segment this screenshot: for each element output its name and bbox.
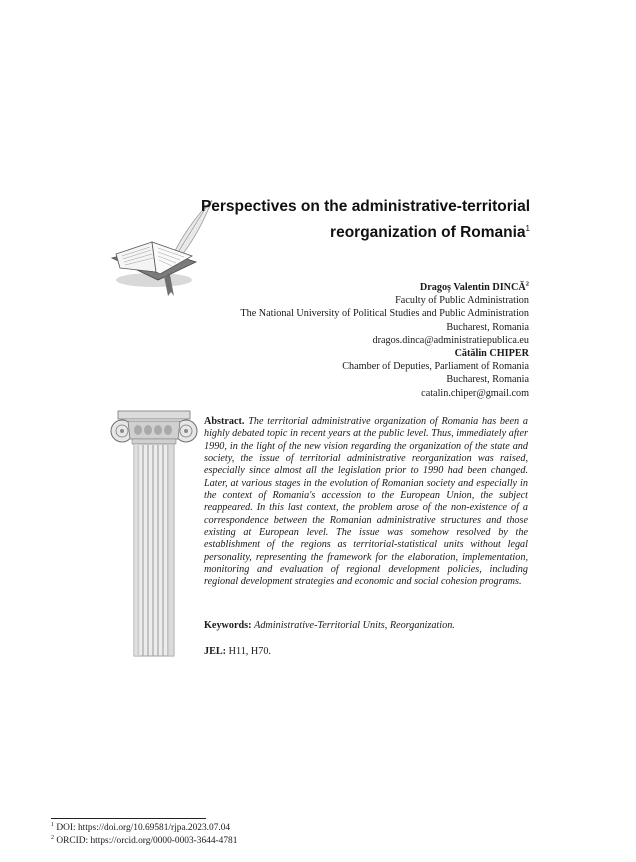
ionic-column-illustration	[108, 405, 198, 657]
abstract	[204, 416, 528, 589]
footnote-1	[51, 822, 551, 835]
footnote-2-mark: 2	[51, 834, 54, 841]
footnote-1-text[interactable]: DOI: https://doi.org/10.69581/rjpa.2023.07.04	[56, 823, 231, 833]
footnote-2	[51, 835, 551, 848]
title-line-1: Perspectives on the administrative-territorial	[200, 198, 530, 215]
author-2-location: Bucharest, Romania	[446, 374, 529, 386]
author-1-institution: The National University of Political Studies and Public Administration	[240, 308, 529, 320]
paper-title	[200, 196, 530, 244]
author-2-email[interactable]: catalin.chiper@gmail.com	[421, 387, 529, 399]
abstract-label: Abstract.	[204, 416, 245, 427]
author-1-footnote-mark: 2	[525, 280, 529, 288]
footnotes	[51, 822, 551, 848]
title-footnote-mark: 1	[525, 224, 530, 233]
footnote-separator	[51, 818, 206, 819]
author-1-name: Dragoș Valentin DINCĂ	[419, 282, 526, 293]
jel-text: H11, H70.	[228, 646, 271, 657]
jel-codes	[204, 645, 528, 658]
keywords	[204, 619, 528, 632]
keywords-label: Keywords:	[204, 620, 252, 631]
authors-block	[109, 281, 529, 400]
footnote-1-mark: 1	[51, 821, 54, 828]
author-1-location: Bucharest, Romania	[446, 321, 529, 333]
author-2-name: Cătălin CHIPER	[454, 348, 529, 360]
footnote-2-text[interactable]: ORCID: https://orcid.org/0000-0003-3644-4781	[56, 836, 238, 846]
keywords-text: Administrative-Territorial Units, Reorganization.	[254, 620, 455, 631]
author-2-affiliation: Chamber of Deputies, Parliament of Romania	[342, 361, 529, 373]
author-1-affiliation: Faculty of Public Administration	[395, 295, 529, 307]
author-1-name-line	[109, 281, 529, 294]
jel-label: JEL:	[204, 646, 227, 657]
title-line-2	[200, 218, 530, 244]
author-1-email[interactable]: dragos.dinca@administratiepublica.eu	[372, 334, 529, 346]
title-line-2-text: reorganization of Romania	[330, 224, 526, 242]
abstract-text: The territorial administrative organization of Romania has been a highly debated topic in recent years at the public level. Thus, immediately after 1990, in the light of the new vision regarding the organization of the state and society, the issue of territorial administrative reorganization was raised, especially since almost all the legislation prior to 1990 had been changed. Later, at various stages in the evolution of Romanian society and especially in the context of Romania's accession to the European Union, the subject reappeared. In this last context, the problem arose of the non-existence of a correspondence between the Romanian administrative structures and those existing at European level. The issue was somehow resolved by the establishment of the regions as territorial-statistical units without legal personality, representing the framework for the elaboration, implementation, monitoring and evaluation of regional development policies, including regional development strategies and economic and social cohesion programs.	[204, 416, 528, 588]
